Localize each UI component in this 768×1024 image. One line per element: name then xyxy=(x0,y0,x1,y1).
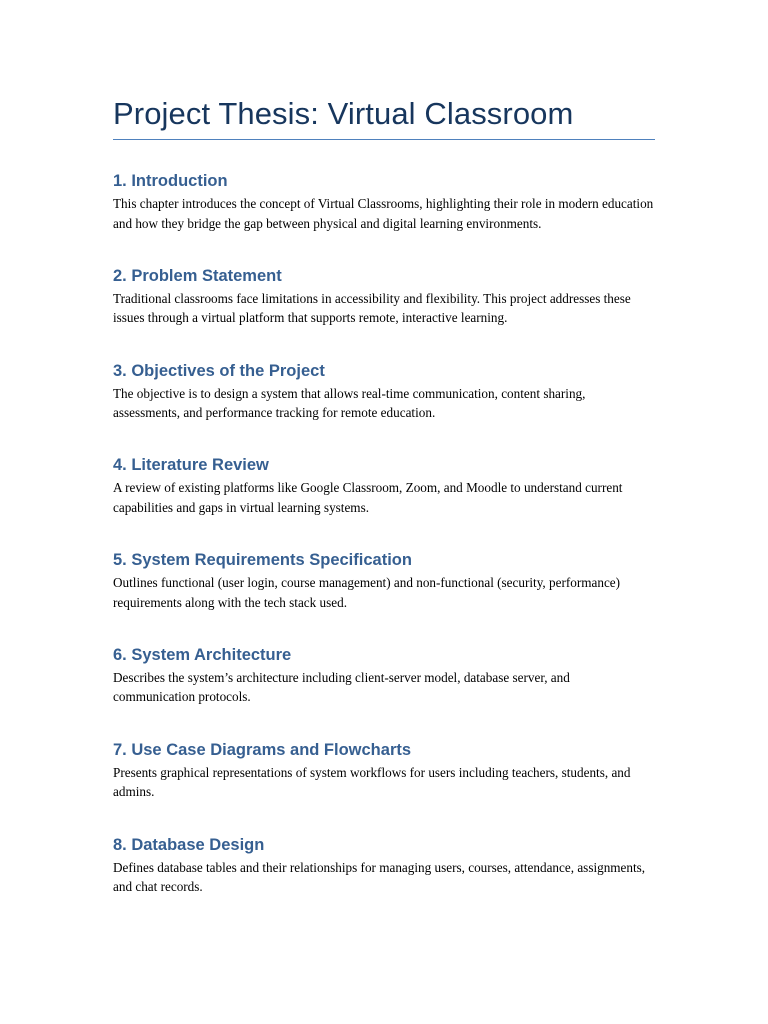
section-heading: 3. Objectives of the Project xyxy=(113,361,325,380)
section-body: Presents graphical representations of system workflows for users including teachers, students, and admins. xyxy=(113,764,631,800)
section-body: This chapter introduces the concept of Virtual Classrooms, highlighting their role in modern education and how they bridge the gap between physical and digital learning environments. xyxy=(113,196,654,231)
section-heading: 8. Database Design xyxy=(113,835,265,854)
section-body: Defines database tables and their relationships for managing users, courses, attendance, assignments, and chat records. xyxy=(113,859,646,895)
section-heading: 1. Introduction xyxy=(113,172,228,190)
section-body: The objective is to design a system that allows real-time communication, content sharing, assessments, and performance tracking for remote education. xyxy=(113,385,586,421)
section-body: Describes the system’s architecture including client-server model, database server, and communication protocols. xyxy=(113,669,570,705)
section-heading: 2. Problem Statement xyxy=(113,266,282,285)
section-heading: 7. Use Case Diagrams and Flowcharts xyxy=(113,740,412,759)
section-heading: 5. System Requirements Specification xyxy=(113,551,412,570)
title-divider xyxy=(113,139,655,140)
section-literature-review xyxy=(113,453,655,548)
sections-list xyxy=(113,169,655,927)
section-introduction xyxy=(113,169,655,264)
section-body: Outlines functional (user login, course management) and non-functional (security, performance) requirements along with the tech stack used. xyxy=(113,575,621,610)
document-title: Project Thesis: Virtual Classroom xyxy=(113,96,574,131)
section-heading: 6. System Architecture xyxy=(113,645,292,664)
section-body: Traditional classrooms face limitations in accessibility and flexibility. This project addresses these issues through a virtual platform that supports remote, interactive learning. xyxy=(113,290,631,326)
section-problem-statement xyxy=(113,264,655,359)
section-system-requirements xyxy=(113,548,655,643)
section-body: A review of existing platforms like Google Classroom, Zoom, and Moodle to understand current capabilities and gaps in virtual learning systems. xyxy=(113,480,623,515)
section-database-design xyxy=(113,833,655,928)
section-heading: 4. Literature Review xyxy=(113,456,269,475)
section-system-architecture xyxy=(113,643,655,738)
section-use-case-diagrams xyxy=(113,738,655,833)
section-objectives xyxy=(113,359,655,454)
document-page xyxy=(113,92,655,927)
